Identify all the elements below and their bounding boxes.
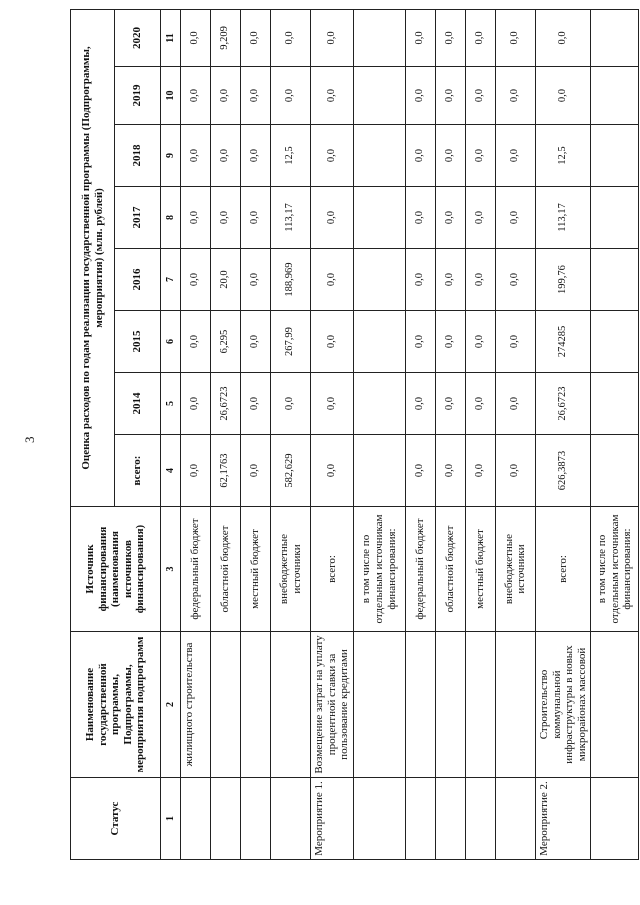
value-cell: 0,0 [311, 435, 354, 507]
status-cell [181, 778, 211, 860]
value-cell: 0,0 [465, 373, 495, 435]
value-cell [591, 435, 639, 507]
value-cell: 113,17 [535, 187, 591, 249]
header-year: 2017 [115, 187, 161, 249]
value-cell: 12,5 [535, 125, 591, 187]
value-cell: 0,0 [241, 435, 271, 507]
value-cell: 0,0 [435, 125, 465, 187]
value-cell [353, 67, 405, 125]
value-cell: 0,0 [435, 311, 465, 373]
name-cell [405, 632, 435, 778]
status-cell [241, 778, 271, 860]
name-cell [495, 632, 535, 778]
value-cell: 0,0 [435, 249, 465, 311]
value-cell: 0,0 [181, 187, 211, 249]
table-row [591, 9, 639, 859]
source-cell: областной бюджет [435, 507, 465, 632]
value-cell: 0,0 [311, 249, 354, 311]
header-source: Источник финансирования (наименования источников финансирования) [71, 507, 161, 632]
table-row [465, 9, 495, 859]
column-number: 5 [161, 373, 181, 435]
value-cell: 0,0 [405, 373, 435, 435]
value-cell: 582,629 [271, 435, 311, 507]
table-row [271, 9, 311, 859]
value-cell: 62,1763 [211, 435, 241, 507]
column-number: 7 [161, 249, 181, 311]
value-cell: 626,3873 [535, 435, 591, 507]
status-cell [495, 778, 535, 860]
value-cell: 0,0 [211, 125, 241, 187]
value-cell: 0,0 [535, 67, 591, 125]
name-cell [353, 632, 405, 778]
table-row [535, 9, 591, 859]
name-cell [435, 632, 465, 778]
value-cell: 0,0 [311, 187, 354, 249]
value-cell: 0,0 [181, 67, 211, 125]
value-cell: 0,0 [241, 311, 271, 373]
table-row [435, 9, 465, 859]
name-cell [241, 632, 271, 778]
value-cell: 0,0 [181, 125, 211, 187]
rotated-table-wrapper [70, 10, 634, 860]
value-cell: 0,0 [495, 249, 535, 311]
value-cell: 0,0 [311, 373, 354, 435]
column-number: 6 [161, 311, 181, 373]
value-cell: 0,0 [535, 9, 591, 66]
source-cell: федеральный бюджет [181, 507, 211, 632]
name-cell [465, 632, 495, 778]
value-cell [353, 373, 405, 435]
value-cell: 0,0 [241, 125, 271, 187]
value-cell: 0,0 [495, 373, 535, 435]
source-cell: внебюджетные источники [271, 507, 311, 632]
value-cell: 0,0 [495, 187, 535, 249]
value-cell: 0,0 [465, 311, 495, 373]
status-cell [465, 778, 495, 860]
column-number-row [161, 9, 181, 859]
header-total: всего: [115, 435, 161, 507]
column-number: 10 [161, 67, 181, 125]
value-cell: 0,0 [465, 187, 495, 249]
source-cell: областной бюджет [211, 507, 241, 632]
value-cell: 0,0 [311, 9, 354, 66]
value-cell: 267,99 [271, 311, 311, 373]
value-cell: 0,0 [181, 435, 211, 507]
header-year: 2015 [115, 311, 161, 373]
name-cell [271, 632, 311, 778]
column-number: 2 [161, 632, 181, 778]
value-cell [591, 9, 639, 66]
name-cell: жилищного строительства [181, 632, 211, 778]
table-row [495, 9, 535, 859]
value-cell: 0,0 [241, 373, 271, 435]
value-cell: 0,0 [271, 67, 311, 125]
source-cell: всего: [535, 507, 591, 632]
value-cell: 188,969 [271, 249, 311, 311]
value-cell [591, 373, 639, 435]
value-cell: 0,0 [211, 67, 241, 125]
table-row [241, 9, 271, 859]
source-cell: местный бюджет [465, 507, 495, 632]
value-cell: 0,0 [465, 67, 495, 125]
value-cell: 199,76 [535, 249, 591, 311]
value-cell: 0,0 [495, 435, 535, 507]
column-number: 11 [161, 9, 181, 66]
value-cell: 0,0 [405, 311, 435, 373]
value-cell: 0,0 [241, 9, 271, 66]
name-cell [211, 632, 241, 778]
value-cell: 0,0 [181, 9, 211, 66]
value-cell: 0,0 [181, 373, 211, 435]
table-row [353, 9, 405, 859]
status-cell [591, 778, 639, 860]
page-number: 3 [22, 436, 37, 443]
value-cell: 0,0 [311, 67, 354, 125]
status-cell: Мероприятие 1. [311, 778, 354, 860]
value-cell: 9,209 [211, 9, 241, 66]
value-cell: 0,0 [495, 67, 535, 125]
column-number: 3 [161, 507, 181, 632]
value-cell [591, 125, 639, 187]
status-cell [353, 778, 405, 860]
value-cell [353, 311, 405, 373]
value-cell: 0,0 [495, 311, 535, 373]
value-cell [353, 249, 405, 311]
value-cell: 0,0 [181, 249, 211, 311]
source-cell: в том числе по отдельным источникам финансирования: [591, 507, 639, 632]
status-cell [271, 778, 311, 860]
value-cell [353, 125, 405, 187]
table-row [211, 9, 241, 859]
value-cell [353, 435, 405, 507]
value-cell [591, 67, 639, 125]
status-cell [211, 778, 241, 860]
column-number: 4 [161, 435, 181, 507]
table-row [181, 9, 211, 859]
value-cell: 0,0 [465, 435, 495, 507]
value-cell: 0,0 [495, 9, 535, 66]
source-cell: внебюджетные источники [495, 507, 535, 632]
value-cell: 26,6723 [211, 373, 241, 435]
source-cell: местный бюджет [241, 507, 271, 632]
value-cell: 0,0 [435, 187, 465, 249]
value-cell [591, 311, 639, 373]
value-cell: 0,0 [181, 311, 211, 373]
status-cell [435, 778, 465, 860]
name-cell: Строительство коммунальной инфраструктуры в новых микрорайонах массовой [535, 632, 591, 778]
value-cell: 274285 [535, 311, 591, 373]
value-cell: 0,0 [465, 125, 495, 187]
name-cell [591, 632, 639, 778]
value-cell: 0,0 [311, 125, 354, 187]
value-cell: 20,0 [211, 249, 241, 311]
value-cell: 0,0 [435, 67, 465, 125]
value-cell: 0,0 [405, 187, 435, 249]
value-cell: 0,0 [405, 9, 435, 66]
column-number: 9 [161, 125, 181, 187]
value-cell [353, 187, 405, 249]
column-number: 1 [161, 778, 181, 860]
budget-table [70, 9, 639, 860]
header-status: Статус [71, 778, 161, 860]
value-cell: 0,0 [241, 187, 271, 249]
value-cell: 0,0 [311, 311, 354, 373]
header-name: Наименование государственной программы, Подпрограммы, мероприятия подпрограмм [71, 632, 161, 778]
header-year: 2016 [115, 249, 161, 311]
value-cell: 0,0 [405, 125, 435, 187]
value-cell: 0,0 [241, 249, 271, 311]
value-cell: 12,5 [271, 125, 311, 187]
name-cell: Возмещение затрат на уплату процентной ставки за пользование кредитами [311, 632, 354, 778]
value-cell: 0,0 [271, 373, 311, 435]
value-cell: 0,0 [435, 373, 465, 435]
table-row [311, 9, 354, 859]
value-cell: 0,0 [435, 9, 465, 66]
header-year: 2018 [115, 125, 161, 187]
value-cell [591, 249, 639, 311]
value-cell: 0,0 [211, 187, 241, 249]
header-year: 2014 [115, 373, 161, 435]
value-cell: 0,0 [495, 125, 535, 187]
header-year: 2019 [115, 67, 161, 125]
value-cell [353, 9, 405, 66]
status-cell: Мероприятие 2. [535, 778, 591, 860]
value-cell: 113,17 [271, 187, 311, 249]
value-cell: 0,0 [435, 435, 465, 507]
value-cell: 0,0 [405, 67, 435, 125]
value-cell: 26,6723 [535, 373, 591, 435]
source-cell: в том числе по отдельным источникам финансирования: [353, 507, 405, 632]
value-cell [591, 187, 639, 249]
value-cell: 6,295 [211, 311, 241, 373]
header-year: 2020 [115, 9, 161, 66]
status-cell [405, 778, 435, 860]
source-cell: всего: [311, 507, 354, 632]
header-estimate: Оценка расходов по годам реализации государственной программы (Подпрограммы, мероприятия) (млн. рублей) [71, 9, 115, 506]
value-cell: 0,0 [405, 249, 435, 311]
value-cell: 0,0 [241, 67, 271, 125]
source-cell: федеральный бюджет [405, 507, 435, 632]
value-cell: 0,0 [405, 435, 435, 507]
column-number: 8 [161, 187, 181, 249]
value-cell: 0,0 [271, 9, 311, 66]
value-cell: 0,0 [465, 9, 495, 66]
table-row [405, 9, 435, 859]
value-cell: 0,0 [465, 249, 495, 311]
